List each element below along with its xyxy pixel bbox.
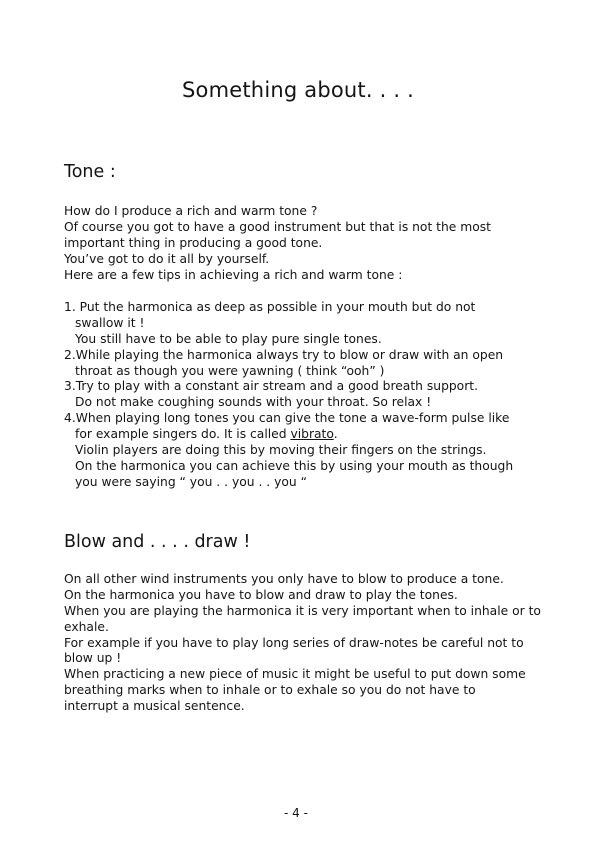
page-title: Something about. . . .: [182, 78, 414, 102]
tone-tips-list: [64, 300, 584, 491]
text-line: You’ve got to do it all by yourself.: [64, 251, 270, 266]
text-line: For example if you have to play long series of draw-notes be careful not to: [64, 635, 524, 650]
tip-4-line: On the harmonica you can achieve this by using your mouth as though: [75, 458, 514, 473]
text-line: When practicing a new piece of music it might be useful to put down some: [64, 667, 526, 682]
text-line: blow up !: [64, 651, 122, 666]
vibrato-term: vibrato: [290, 427, 334, 442]
tip-1-line: 1. Put the harmonica as deep as possible in your mouth but do not: [64, 300, 476, 314]
tip-4-text: for example singers do. It is called: [75, 427, 291, 442]
blow-draw-heading: Blow and . . . . draw !: [64, 532, 251, 552]
tip-3-line: 3.Try to play with a constant air stream and a good breath support.: [64, 379, 478, 394]
tip-2-line: 2.While playing the harmonica always try to blow or draw with an open: [64, 347, 504, 362]
text-line: exhale.: [64, 619, 109, 634]
text-line: On the harmonica you have to blow and draw to play the tones.: [64, 587, 458, 602]
tip-1-line: You still have to be able to play pure single tones.: [75, 331, 382, 346]
text-line: interrupt a musical sentence.: [64, 699, 245, 714]
tip-4-line: Violin players are doing this by moving their fingers on the strings.: [75, 443, 487, 458]
tone-intro-paragraph: [64, 204, 584, 283]
text-line: When you are playing the harmonica it is very important when to inhale or to: [64, 603, 541, 618]
text-line: On all other wind instruments you only have to blow to produce a tone.: [64, 572, 504, 586]
blow-draw-paragraph: [64, 572, 584, 715]
page-number: - 4 -: [284, 806, 308, 820]
tip-4-line: [64, 427, 584, 443]
text-line: breathing marks when to inhale or to exhale so you do not have to: [64, 683, 476, 698]
tip-4-line: you were saying “ you . . you . . you “: [75, 474, 307, 489]
tip-2-line: throat as though you were yawning ( think “ooh” ): [75, 363, 385, 378]
tip-4-line: 4.When playing long tones you can give the tone a wave-form pulse like: [64, 411, 510, 426]
text-line: important thing in producing a good tone.: [64, 235, 323, 250]
tip-1-line: swallow it !: [75, 315, 145, 330]
tone-heading: Tone :: [64, 162, 116, 182]
tip-3-line: Do not make coughing sounds with your throat. So relax !: [75, 395, 432, 410]
text-line: Here are a few tips in achieving a rich and warm tone :: [64, 267, 403, 282]
text-line: How do I produce a rich and warm tone ?: [64, 204, 318, 218]
text-line: Of course you got to have a good instrument but that is not the most: [64, 219, 492, 234]
tip-4-text: .: [333, 427, 338, 442]
